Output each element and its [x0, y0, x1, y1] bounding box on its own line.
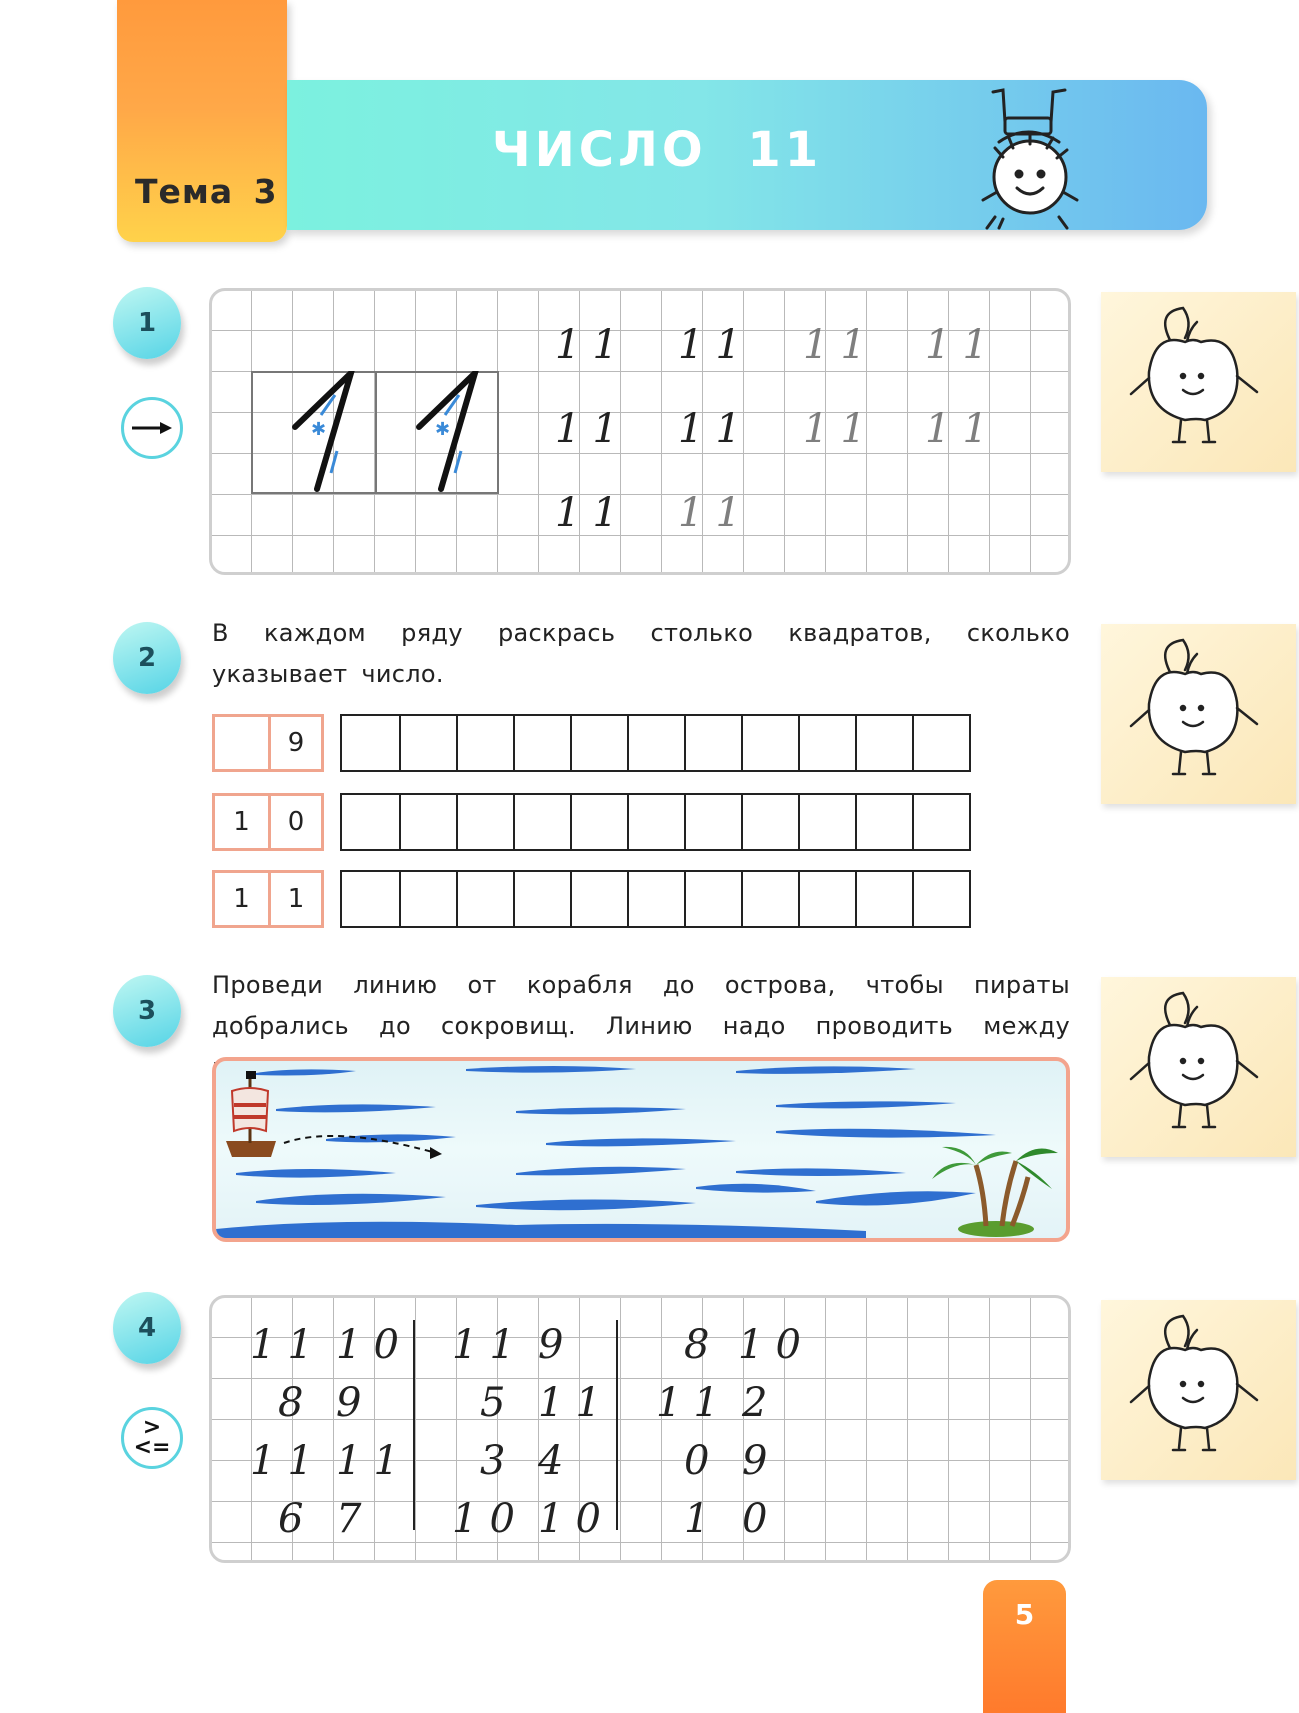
square[interactable] — [513, 795, 570, 849]
copy-digit: 11 — [678, 406, 753, 452]
square[interactable] — [627, 872, 684, 926]
compare-number: 7 — [336, 1496, 374, 1542]
compare-number: 10 — [738, 1322, 813, 1368]
square[interactable] — [570, 872, 627, 926]
square[interactable] — [627, 716, 684, 770]
task-number-badge: 1 — [113, 287, 181, 359]
self-check-note[interactable] — [1101, 1300, 1296, 1480]
copy-digit: 11 — [678, 322, 753, 368]
compare-number: 10 — [538, 1496, 613, 1542]
square[interactable] — [570, 716, 627, 770]
number-box — [212, 714, 324, 772]
square[interactable] — [912, 795, 969, 849]
square[interactable] — [741, 872, 798, 926]
square[interactable] — [513, 716, 570, 770]
square[interactable] — [855, 716, 912, 770]
child-handstand-icon — [975, 82, 1085, 232]
square[interactable] — [456, 716, 513, 770]
self-check-note[interactable] — [1101, 624, 1296, 804]
topic-label: Тема 3 — [135, 172, 278, 211]
compare-number: 11 — [538, 1380, 613, 1426]
square[interactable] — [855, 795, 912, 849]
square[interactable] — [912, 716, 969, 770]
dotted-digit: 11 — [925, 322, 1000, 368]
task3-instruction: Проведи линию от корабля до острова, чтобы пираты добрались до сокровищ. Линию надо проводить между — [212, 971, 1070, 1040]
column-divider — [413, 1320, 415, 1530]
compare-number: 3 — [480, 1438, 518, 1484]
square[interactable] — [855, 872, 912, 926]
dotted-digit: 11 — [925, 406, 1000, 452]
apple-character-icon — [1101, 1300, 1296, 1480]
square[interactable] — [684, 872, 741, 926]
tens-digit: 1 — [233, 807, 250, 837]
square[interactable] — [798, 716, 855, 770]
column-divider — [616, 1320, 618, 1530]
color-squares-row[interactable] — [340, 870, 971, 928]
compare-number: 6 — [278, 1496, 316, 1542]
square[interactable] — [513, 872, 570, 926]
units-digit: 9 — [268, 717, 321, 769]
digit-sample-11 — [251, 371, 499, 494]
compare-number: 8 — [278, 1380, 316, 1426]
square[interactable] — [342, 716, 399, 770]
compare-number: 5 — [480, 1380, 518, 1426]
arrow-right-icon — [121, 397, 183, 459]
self-check-note[interactable] — [1101, 292, 1296, 472]
compare-number: 11 — [336, 1438, 411, 1484]
square[interactable] — [798, 872, 855, 926]
square[interactable] — [570, 795, 627, 849]
compare-number: 11 — [656, 1380, 731, 1426]
square[interactable] — [684, 716, 741, 770]
square[interactable] — [399, 716, 456, 770]
compare-number: 4 — [538, 1438, 576, 1484]
page-title: ЧИСЛО 11 — [491, 122, 823, 178]
copy-digit: 11 — [555, 322, 630, 368]
apple-character-icon — [1101, 977, 1296, 1157]
self-check-note[interactable] — [1101, 977, 1296, 1157]
number-box — [212, 870, 324, 928]
square[interactable] — [741, 716, 798, 770]
arrow-right-icon-glyph — [132, 421, 172, 435]
page-number: 5 — [1014, 1598, 1035, 1631]
compare-signs-icon: > <= — [121, 1407, 183, 1469]
color-squares-row[interactable] — [340, 793, 971, 851]
square[interactable] — [399, 795, 456, 849]
compare-number: 11 — [452, 1322, 527, 1368]
dotted-digit: 11 — [803, 322, 878, 368]
compare-number: 0 — [742, 1496, 780, 1542]
square[interactable] — [399, 872, 456, 926]
task-number-badge: 4 — [113, 1292, 181, 1364]
compare-number: 11 — [250, 1322, 325, 1368]
task-number-badge: 2 — [113, 622, 181, 694]
square[interactable] — [456, 872, 513, 926]
compare-number: 9 — [538, 1322, 576, 1368]
svg-text:✱: ✱ — [435, 419, 451, 440]
compare-number: 9 — [742, 1438, 780, 1484]
tens-digit — [215, 717, 268, 769]
square[interactable] — [741, 795, 798, 849]
copy-digit: 11 — [555, 406, 630, 452]
task2-instruction: В каждом ряду раскрась столько квадратов, сколько указывает число. — [212, 619, 1070, 688]
square[interactable] — [684, 795, 741, 849]
square[interactable] — [342, 872, 399, 926]
compare-number: 1 — [684, 1496, 722, 1542]
waves-illustration — [216, 1061, 1066, 1238]
units-digit: 1 — [268, 873, 321, 925]
apple-character-icon — [1101, 624, 1296, 804]
apple-character-icon — [1101, 292, 1296, 472]
tens-digit: 1 — [233, 884, 250, 914]
compare-number: 2 — [742, 1380, 780, 1426]
sea-maze[interactable] — [212, 1057, 1070, 1242]
pirate-ship-icon — [226, 1071, 276, 1157]
square[interactable] — [627, 795, 684, 849]
compare-number: 8 — [684, 1322, 722, 1368]
color-squares-row[interactable] — [340, 714, 971, 772]
compare-number: 11 — [250, 1438, 325, 1484]
compare-number: 0 — [684, 1438, 722, 1484]
dotted-digit: 11 — [678, 490, 753, 536]
square[interactable] — [342, 795, 399, 849]
square[interactable] — [456, 795, 513, 849]
number-box — [212, 793, 324, 851]
compare-number: 10 — [452, 1496, 527, 1542]
square[interactable] — [798, 795, 855, 849]
task-number-badge: 3 — [113, 975, 181, 1047]
compare-number: 10 — [336, 1322, 411, 1368]
copy-digit: 11 — [555, 490, 630, 536]
compare-number: 9 — [336, 1380, 374, 1426]
dotted-digit: 11 — [803, 406, 878, 452]
square[interactable] — [912, 872, 969, 926]
svg-text:✱: ✱ — [311, 419, 327, 440]
units-digit: 0 — [268, 796, 321, 848]
